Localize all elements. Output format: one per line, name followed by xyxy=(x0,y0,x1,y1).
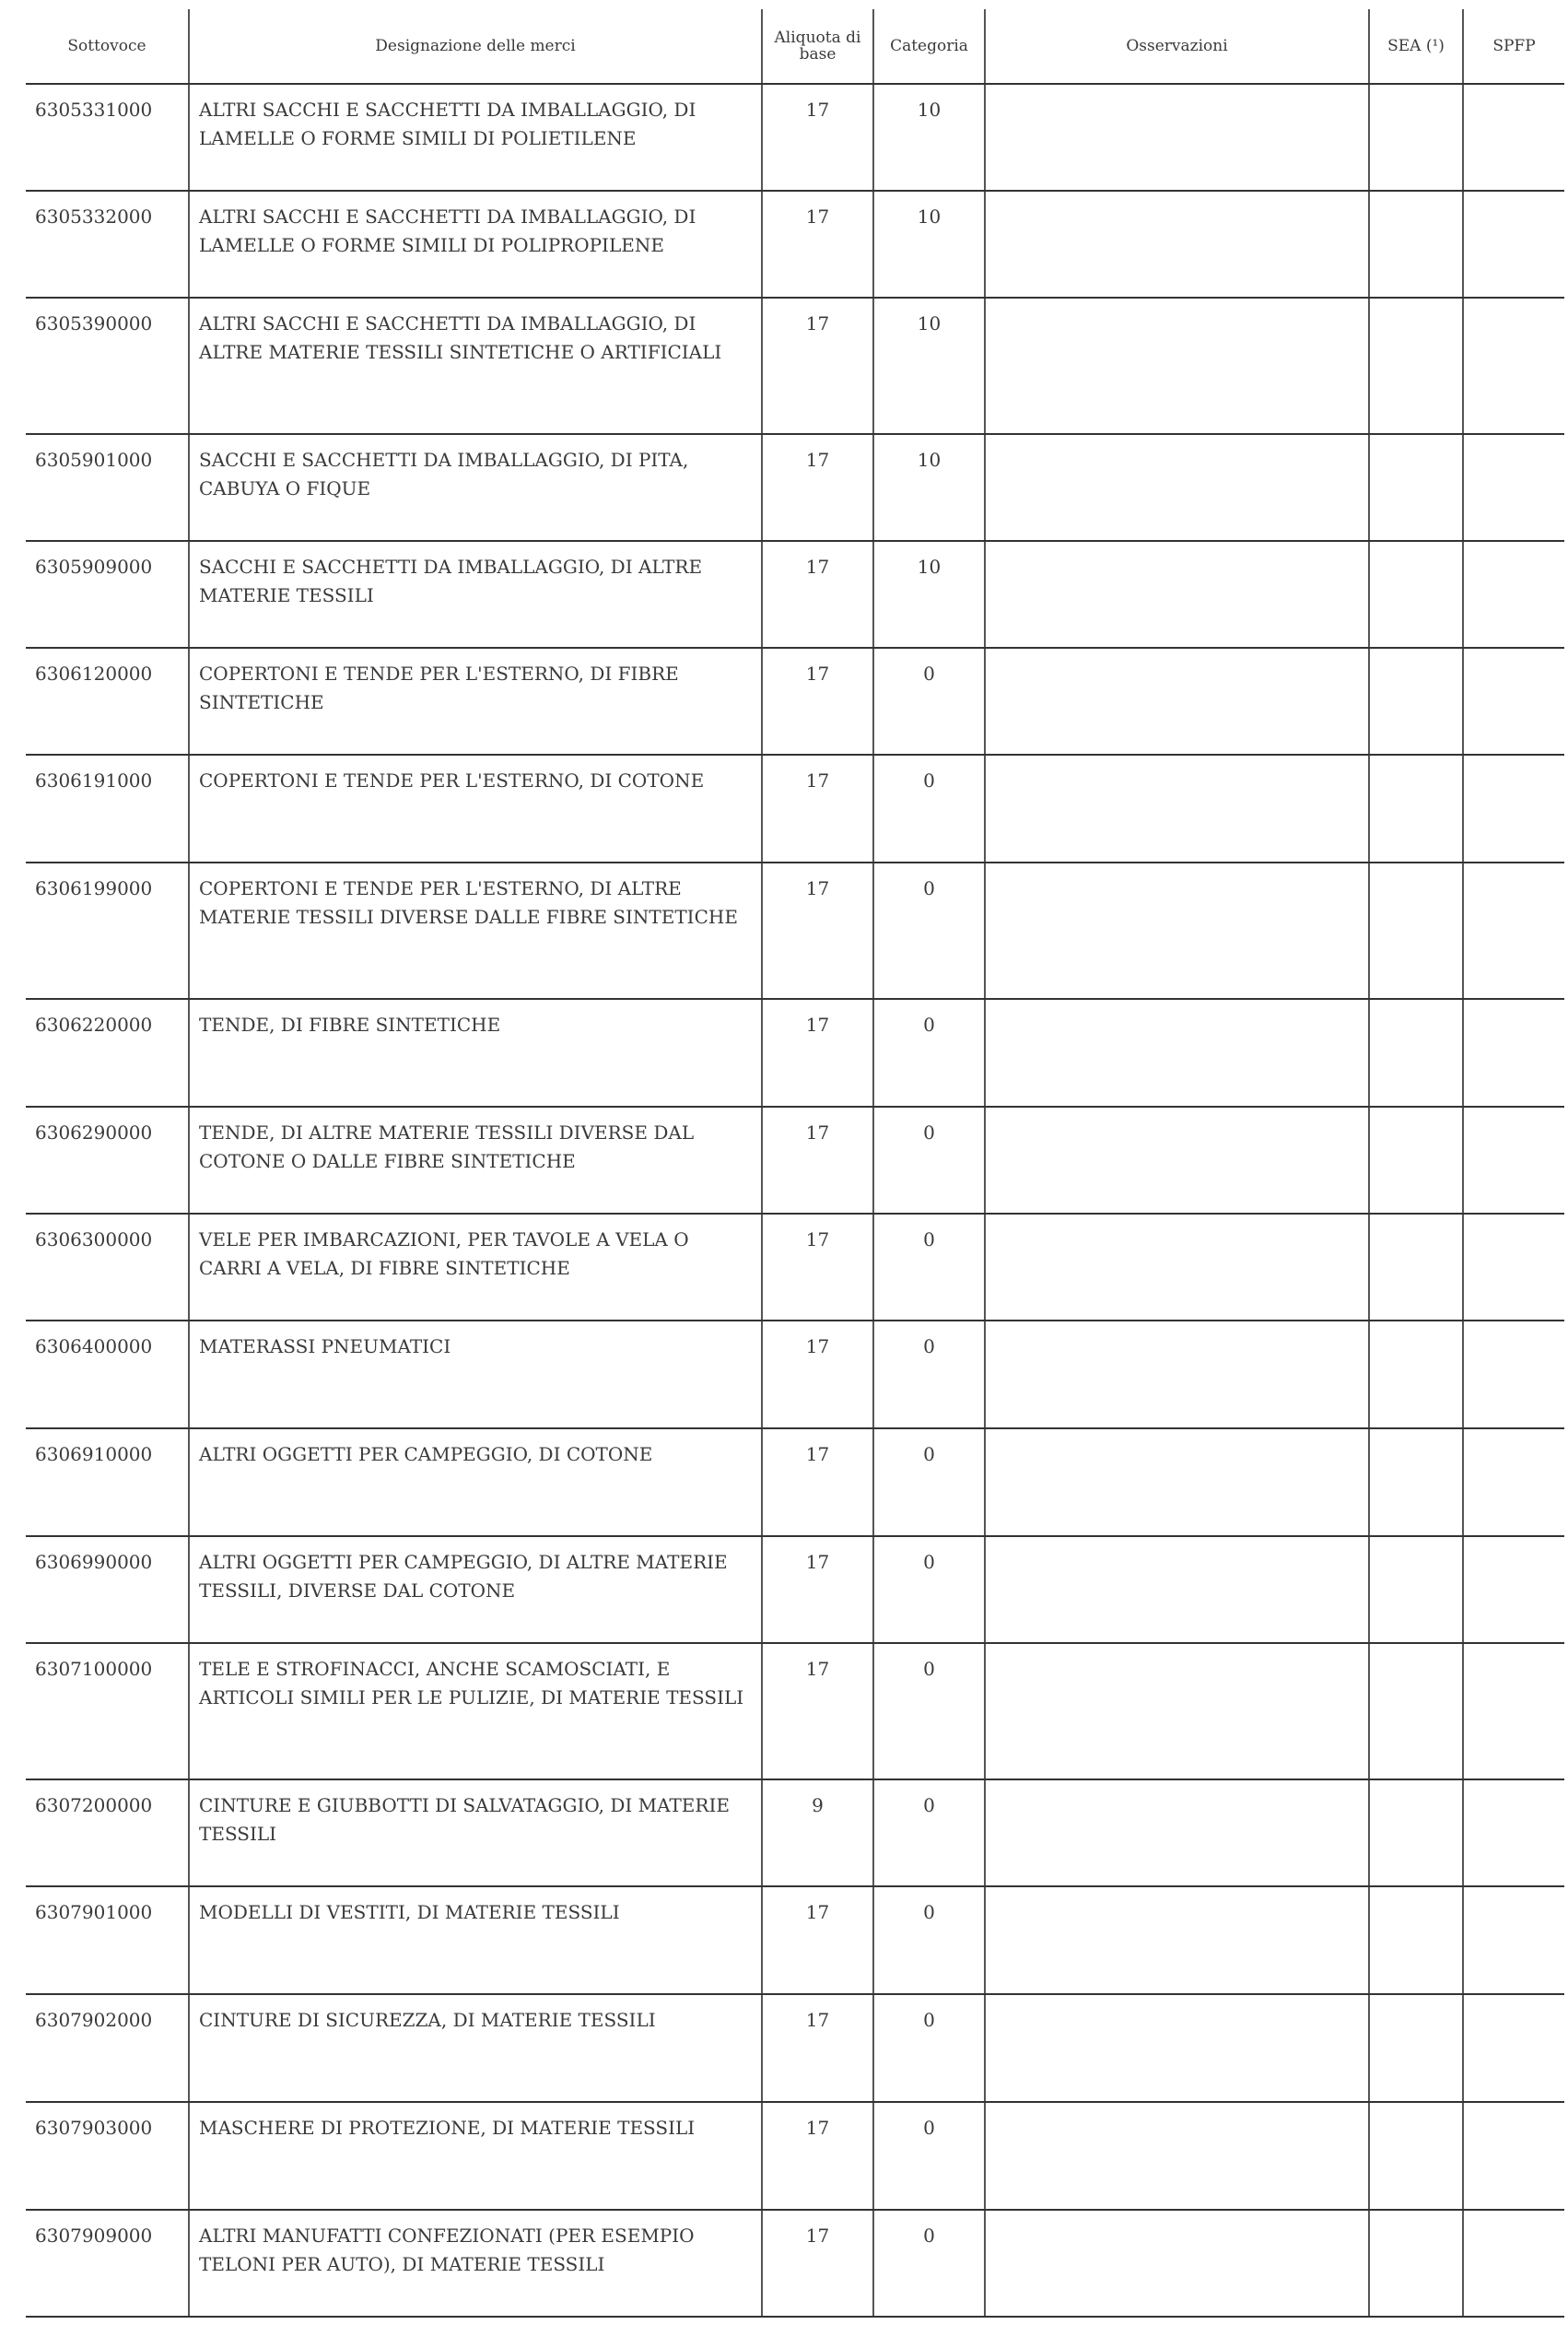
cell-code: 6306990000 xyxy=(26,1536,189,1643)
cell-code: 6305332000 xyxy=(26,191,189,298)
cell-description: SACCHI E SACCHETTI DA IMBALLAGGIO, DI ALTRE MATERIE TESSILI xyxy=(189,541,762,648)
cell-category: 0 xyxy=(873,755,985,863)
cell-sea xyxy=(1369,648,1463,755)
cell-spfp xyxy=(1463,1214,1564,1321)
cell-sea xyxy=(1369,863,1463,999)
table-row xyxy=(26,648,1564,755)
cell-observations xyxy=(985,1779,1369,1886)
cell-category: 10 xyxy=(873,434,985,541)
cell-category: 0 xyxy=(873,2102,985,2210)
cell-sea xyxy=(1369,84,1463,191)
cell-spfp xyxy=(1463,1321,1564,1428)
header-sottovoce: Sottovoce xyxy=(26,9,189,84)
cell-spfp xyxy=(1463,1643,1564,1779)
cell-rate: 9 xyxy=(762,1779,873,1886)
cell-description: ALTRI SACCHI E SACCHETTI DA IMBALLAGGIO, DI LAMELLE O FORME SIMILI DI POLIPROPILENE xyxy=(189,191,762,298)
cell-description: CINTURE DI SICUREZZA, DI MATERIE TESSILI xyxy=(189,1994,762,2102)
cell-code: 6306120000 xyxy=(26,648,189,755)
cell-rate: 17 xyxy=(762,2210,873,2317)
table-row xyxy=(26,2210,1564,2317)
cell-spfp xyxy=(1463,648,1564,755)
cell-rate: 17 xyxy=(762,434,873,541)
cell-sea xyxy=(1369,541,1463,648)
cell-observations xyxy=(985,1107,1369,1214)
cell-sea xyxy=(1369,1886,1463,1994)
cell-sea xyxy=(1369,1994,1463,2102)
cell-description: SACCHI E SACCHETTI DA IMBALLAGGIO, DI PITA, CABUYA O FIQUE xyxy=(189,434,762,541)
cell-category: 10 xyxy=(873,191,985,298)
table-row xyxy=(26,1321,1564,1428)
cell-rate: 17 xyxy=(762,1428,873,1536)
cell-code: 6306290000 xyxy=(26,1107,189,1214)
table-row xyxy=(26,1994,1564,2102)
cell-category: 0 xyxy=(873,1779,985,1886)
cell-observations xyxy=(985,1321,1369,1428)
cell-code: 6305331000 xyxy=(26,84,189,191)
cell-sea xyxy=(1369,1643,1463,1779)
cell-category: 0 xyxy=(873,1643,985,1779)
table-row xyxy=(26,1779,1564,1886)
cell-code: 6306400000 xyxy=(26,1321,189,1428)
cell-category: 0 xyxy=(873,648,985,755)
cell-category: 0 xyxy=(873,1107,985,1214)
cell-spfp xyxy=(1463,1779,1564,1886)
cell-spfp xyxy=(1463,84,1564,191)
cell-observations xyxy=(985,1536,1369,1643)
cell-sea xyxy=(1369,999,1463,1107)
cell-category: 10 xyxy=(873,84,985,191)
table-row xyxy=(26,1643,1564,1779)
cell-sea xyxy=(1369,2210,1463,2317)
cell-observations xyxy=(985,2102,1369,2210)
cell-description: MATERASSI PNEUMATICI xyxy=(189,1321,762,1428)
cell-spfp xyxy=(1463,2102,1564,2210)
cell-code: 6307901000 xyxy=(26,1886,189,1994)
header-osservazioni: Osservazioni xyxy=(985,9,1369,84)
cell-category: 0 xyxy=(873,999,985,1107)
cell-observations xyxy=(985,2210,1369,2317)
cell-observations xyxy=(985,541,1369,648)
header-aliquota: Aliquota di base xyxy=(762,9,873,84)
table-row xyxy=(26,84,1564,191)
cell-rate: 17 xyxy=(762,1536,873,1643)
cell-observations xyxy=(985,1214,1369,1321)
table-row xyxy=(26,1107,1564,1214)
table-row xyxy=(26,434,1564,541)
cell-sea xyxy=(1369,1779,1463,1886)
cell-category: 0 xyxy=(873,1428,985,1536)
table-row xyxy=(26,1886,1564,1994)
cell-sea xyxy=(1369,298,1463,434)
cell-spfp xyxy=(1463,1994,1564,2102)
cell-sea xyxy=(1369,1536,1463,1643)
cell-category: 10 xyxy=(873,541,985,648)
cell-sea xyxy=(1369,1321,1463,1428)
cell-description: VELE PER IMBARCAZIONI, PER TAVOLE A VELA O CARRI A VELA, DI FIBRE SINTETICHE xyxy=(189,1214,762,1321)
cell-observations xyxy=(985,434,1369,541)
cell-spfp xyxy=(1463,863,1564,999)
cell-description: COPERTONI E TENDE PER L'ESTERNO, DI ALTRE MATERIE TESSILI DIVERSE DALLE FIBRE SINTETICHE xyxy=(189,863,762,999)
table-row xyxy=(26,191,1564,298)
cell-code: 6307909000 xyxy=(26,2210,189,2317)
table-row xyxy=(26,755,1564,863)
table-row xyxy=(26,863,1564,999)
cell-observations xyxy=(985,1886,1369,1994)
cell-description: TENDE, DI FIBRE SINTETICHE xyxy=(189,999,762,1107)
cell-code: 6305909000 xyxy=(26,541,189,648)
cell-rate: 17 xyxy=(762,1321,873,1428)
header-spfp: SPFP xyxy=(1463,9,1564,84)
table-row xyxy=(26,999,1564,1107)
cell-sea xyxy=(1369,2102,1463,2210)
cell-description: COPERTONI E TENDE PER L'ESTERNO, DI FIBRE SINTETICHE xyxy=(189,648,762,755)
cell-category: 0 xyxy=(873,1994,985,2102)
header-designazione: Designazione delle merci xyxy=(189,9,762,84)
table-row xyxy=(26,2102,1564,2210)
cell-code: 6307903000 xyxy=(26,2102,189,2210)
cell-spfp xyxy=(1463,191,1564,298)
table-row xyxy=(26,1536,1564,1643)
cell-spfp xyxy=(1463,1886,1564,1994)
cell-rate: 17 xyxy=(762,84,873,191)
cell-code: 6307100000 xyxy=(26,1643,189,1779)
cell-spfp xyxy=(1463,999,1564,1107)
cell-rate: 17 xyxy=(762,298,873,434)
cell-rate: 17 xyxy=(762,648,873,755)
cell-rate: 17 xyxy=(762,755,873,863)
cell-spfp xyxy=(1463,434,1564,541)
cell-code: 6306199000 xyxy=(26,863,189,999)
cell-rate: 17 xyxy=(762,863,873,999)
cell-description: CINTURE E GIUBBOTTI DI SALVATAGGIO, DI MATERIE TESSILI xyxy=(189,1779,762,1886)
cell-spfp xyxy=(1463,1107,1564,1214)
cell-description: MODELLI DI VESTITI, DI MATERIE TESSILI xyxy=(189,1886,762,1994)
header-categoria: Categoria xyxy=(873,9,985,84)
cell-code: 6306220000 xyxy=(26,999,189,1107)
cell-code: 6306191000 xyxy=(26,755,189,863)
cell-description: TELE E STROFINACCI, ANCHE SCAMOSCIATI, E ARTICOLI SIMILI PER LE PULIZIE, DI MATERIE TESSILI xyxy=(189,1643,762,1779)
cell-rate: 17 xyxy=(762,1643,873,1779)
cell-sea xyxy=(1369,1428,1463,1536)
cell-sea xyxy=(1369,755,1463,863)
header-row xyxy=(26,9,1564,84)
cell-description: ALTRI MANUFATTI CONFEZIONATI (PER ESEMPIO TELONI PER AUTO), DI MATERIE TESSILI xyxy=(189,2210,762,2317)
header-sea: SEA (¹) xyxy=(1369,9,1463,84)
cell-code: 6307200000 xyxy=(26,1779,189,1886)
cell-rate: 17 xyxy=(762,1107,873,1214)
cell-observations xyxy=(985,999,1369,1107)
cell-description: ALTRI OGGETTI PER CAMPEGGIO, DI COTONE xyxy=(189,1428,762,1536)
cell-spfp xyxy=(1463,298,1564,434)
cell-observations xyxy=(985,1643,1369,1779)
cell-observations xyxy=(985,1428,1369,1536)
cell-code: 6307902000 xyxy=(26,1994,189,2102)
table-row xyxy=(26,1214,1564,1321)
cell-observations xyxy=(985,755,1369,863)
cell-rate: 17 xyxy=(762,2102,873,2210)
cell-category: 0 xyxy=(873,1214,985,1321)
cell-code: 6306910000 xyxy=(26,1428,189,1536)
cell-code: 6305390000 xyxy=(26,298,189,434)
cell-category: 0 xyxy=(873,863,985,999)
cell-spfp xyxy=(1463,1428,1564,1536)
tariff-table xyxy=(26,9,1564,2318)
cell-description: ALTRI OGGETTI PER CAMPEGGIO, DI ALTRE MATERIE TESSILI, DIVERSE DAL COTONE xyxy=(189,1536,762,1643)
cell-observations xyxy=(985,1994,1369,2102)
cell-spfp xyxy=(1463,541,1564,648)
cell-spfp xyxy=(1463,2210,1564,2317)
cell-category: 0 xyxy=(873,1536,985,1643)
cell-sea xyxy=(1369,1107,1463,1214)
cell-observations xyxy=(985,191,1369,298)
cell-category: 0 xyxy=(873,1886,985,1994)
cell-description: TENDE, DI ALTRE MATERIE TESSILI DIVERSE DAL COTONE O DALLE FIBRE SINTETICHE xyxy=(189,1107,762,1214)
cell-description: ALTRI SACCHI E SACCHETTI DA IMBALLAGGIO, DI ALTRE MATERIE TESSILI SINTETICHE O ARTIFICIALI xyxy=(189,298,762,434)
cell-rate: 17 xyxy=(762,999,873,1107)
cell-spfp xyxy=(1463,755,1564,863)
table-row xyxy=(26,541,1564,648)
cell-rate: 17 xyxy=(762,1214,873,1321)
cell-description: COPERTONI E TENDE PER L'ESTERNO, DI COTONE xyxy=(189,755,762,863)
cell-observations xyxy=(985,84,1369,191)
cell-observations xyxy=(985,298,1369,434)
cell-rate: 17 xyxy=(762,541,873,648)
cell-observations xyxy=(985,648,1369,755)
cell-rate: 17 xyxy=(762,1994,873,2102)
cell-description: ALTRI SACCHI E SACCHETTI DA IMBALLAGGIO, DI LAMELLE O FORME SIMILI DI POLIETILENE xyxy=(189,84,762,191)
cell-code: 6306300000 xyxy=(26,1214,189,1321)
cell-rate: 17 xyxy=(762,1886,873,1994)
cell-description: MASCHERE DI PROTEZIONE, DI MATERIE TESSILI xyxy=(189,2102,762,2210)
cell-category: 10 xyxy=(873,298,985,434)
cell-sea xyxy=(1369,1214,1463,1321)
table-row xyxy=(26,1428,1564,1536)
cell-spfp xyxy=(1463,1536,1564,1643)
cell-code: 6305901000 xyxy=(26,434,189,541)
cell-sea xyxy=(1369,191,1463,298)
cell-category: 0 xyxy=(873,2210,985,2317)
table-row xyxy=(26,298,1564,434)
cell-observations xyxy=(985,863,1369,999)
cell-sea xyxy=(1369,434,1463,541)
cell-category: 0 xyxy=(873,1321,985,1428)
cell-rate: 17 xyxy=(762,191,873,298)
